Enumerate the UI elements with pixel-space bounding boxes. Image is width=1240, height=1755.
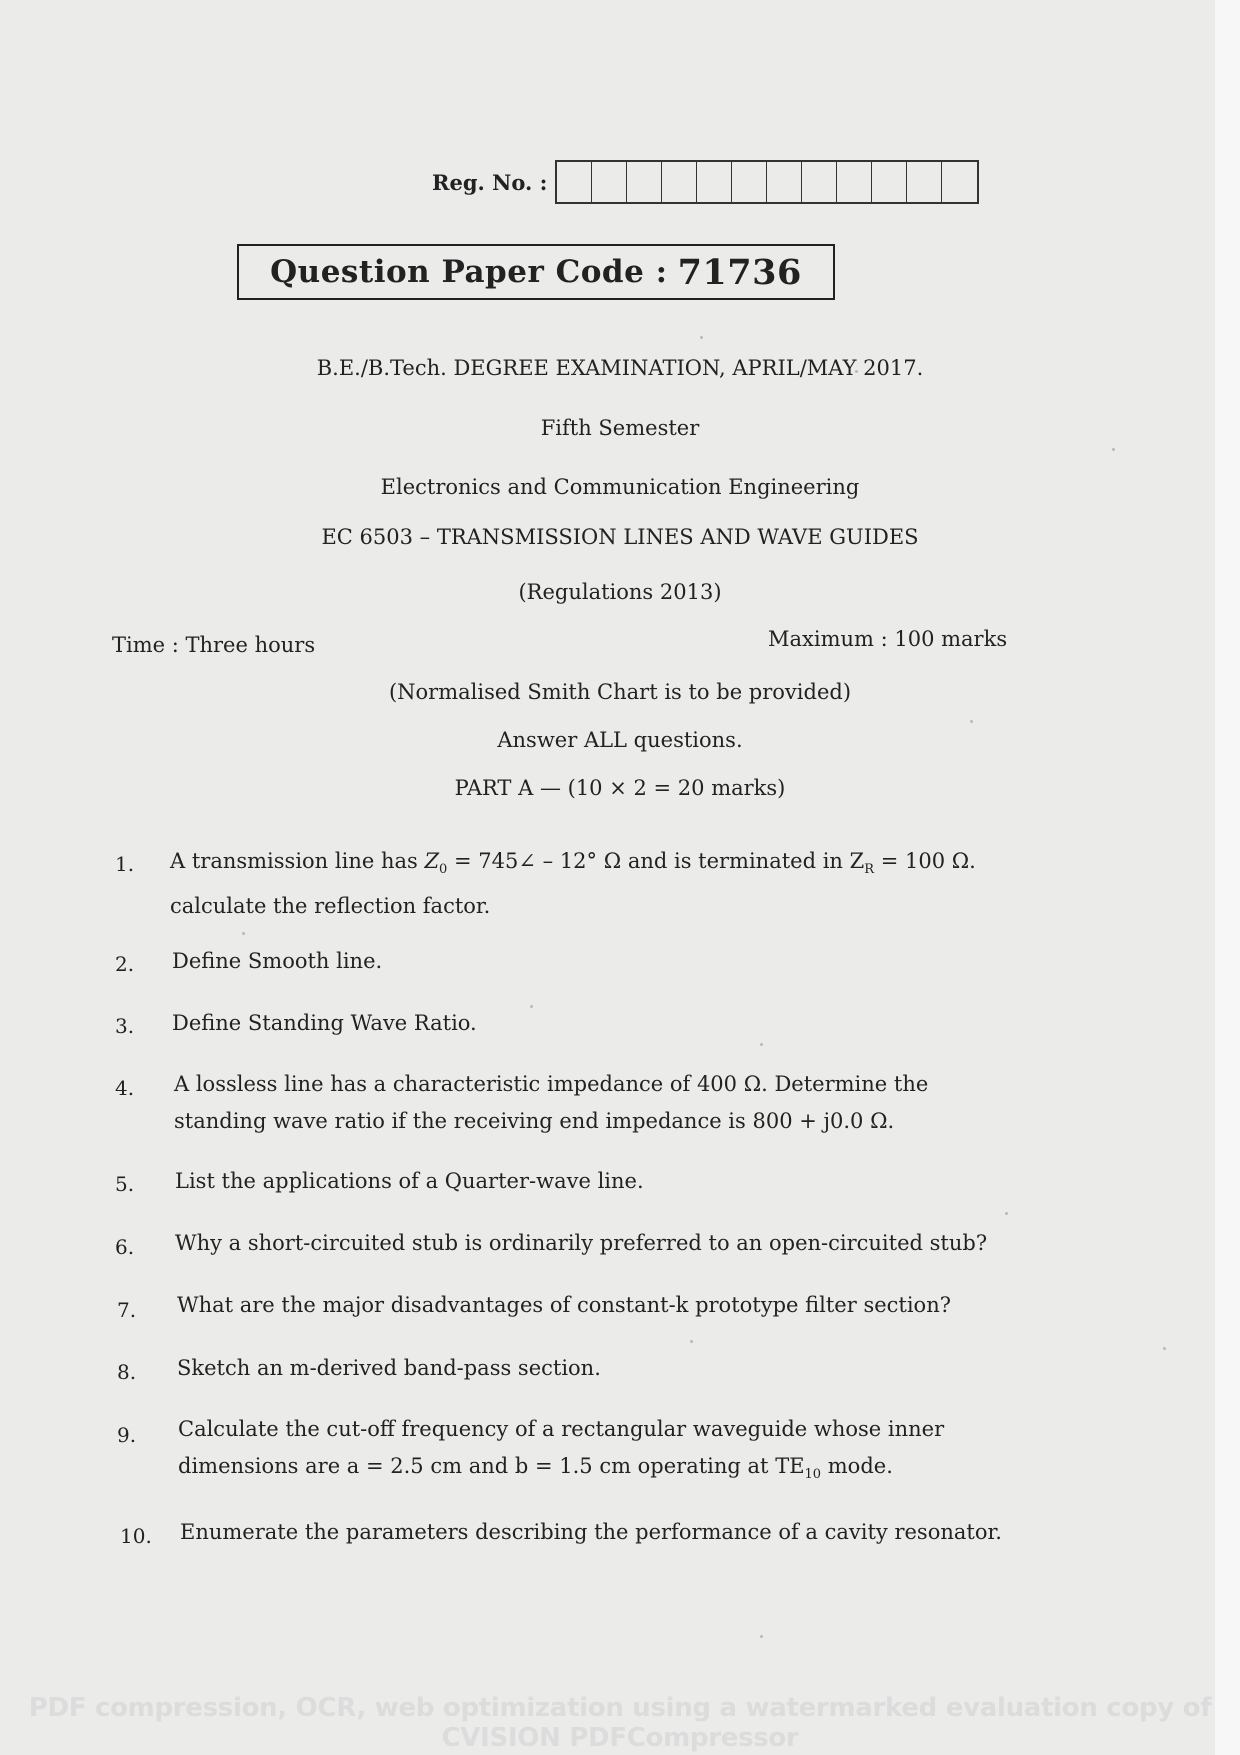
- question-1-line-1: A transmission line has $Z_0$ = 745∠ – 12° Ω and is terminated in $Z_R = 100$ Ω.: [170, 849, 976, 878]
- reg-no-label: Reg. No. :: [432, 169, 548, 195]
- instruction: Answer ALL questions.: [497, 728, 743, 752]
- question-10: Enumerate the parameters describing the performance of a cavity resonator.: [180, 1520, 1002, 1544]
- reg-digit-box: [872, 162, 907, 202]
- time-allowed: Time : Three hours: [112, 633, 316, 657]
- question-7: What are the major disadvantages of constant-k prototype filter section?: [177, 1293, 951, 1317]
- question-number: 10.: [120, 1524, 152, 1548]
- code-label: Question Paper Code :: [270, 254, 668, 290]
- question-number: 1.: [115, 852, 135, 876]
- subject: EC 6503 – TRANSMISSION LINES AND WAVE GUIDES: [321, 525, 919, 549]
- question-1-line-2: calculate the reflection factor.: [170, 894, 491, 919]
- exam-title: B.E./B.Tech. DEGREE EXAMINATION, APRIL/MAY 2017.: [316, 356, 924, 380]
- regulations: (Regulations 2013): [518, 580, 722, 604]
- question-number: 7.: [117, 1298, 137, 1322]
- question-5: List the applications of a Quarter-wave line.: [175, 1169, 644, 1193]
- question-4: [174, 1066, 1016, 1140]
- question-8: Sketch an m-derived band-pass section.: [177, 1356, 601, 1380]
- reg-digit-box: [732, 162, 767, 202]
- question-4-line-2: standing wave ratio if the receiving end impedance is 800 + j0.0 Ω.: [174, 1109, 895, 1133]
- question-9-line-1: Calculate the cut-off frequency of a rectangular waveguide whose inner: [178, 1417, 945, 1441]
- reg-no-boxes: [555, 160, 979, 204]
- question-1: [170, 843, 1012, 925]
- part-heading: PART A — (10 × 2 = 20 marks): [454, 776, 786, 800]
- reg-digit-box: [697, 162, 732, 202]
- question-number: 8.: [117, 1360, 137, 1384]
- question-number: 2.: [115, 952, 135, 976]
- reg-digit-box: [802, 162, 837, 202]
- question-6: Why a short-circuited stub is ordinarily preferred to an open-circuited stub?: [175, 1231, 988, 1255]
- watermark: PDF compression, OCR, web optimization using a watermarked evaluation copy of CVISION PDFCompressor: [28, 1693, 1212, 1753]
- semester: Fifth Semester: [540, 416, 700, 440]
- page-margin: [1215, 0, 1240, 1755]
- reg-digit-box: [662, 162, 697, 202]
- question-number: 3.: [115, 1014, 135, 1038]
- question-3: Define Standing Wave Ratio.: [172, 1011, 477, 1035]
- code-number: 71736: [677, 251, 802, 293]
- reg-no-block: [432, 160, 979, 204]
- question-number: 5.: [115, 1172, 135, 1196]
- maximum-marks: Maximum : 100 marks: [768, 627, 1008, 651]
- branch: Electronics and Communication Engineering: [380, 475, 860, 499]
- question-9-line-2: dimensions are a = 2.5 cm and b = 1.5 cm operating at $TE_{10}$ mode.: [178, 1454, 893, 1483]
- reg-digit-box: [837, 162, 872, 202]
- question-number: 9.: [117, 1423, 137, 1447]
- reg-digit-box: [627, 162, 662, 202]
- reg-digit-box: [907, 162, 942, 202]
- question-number: 4.: [115, 1076, 135, 1100]
- reg-digit-box: [942, 162, 977, 202]
- reg-digit-box: [592, 162, 627, 202]
- reg-digit-box: [557, 162, 592, 202]
- question-number: 6.: [115, 1235, 135, 1259]
- smith-chart-note: (Normalised Smith Chart is to be provided): [388, 680, 852, 704]
- reg-digit-box: [767, 162, 802, 202]
- question-paper-code-box: [237, 244, 835, 300]
- question-9: [178, 1411, 1020, 1493]
- question-4-line-1: A lossless line has a characteristic impedance of 400 Ω. Determine the: [174, 1072, 929, 1096]
- question-2: Define Smooth line.: [172, 949, 383, 973]
